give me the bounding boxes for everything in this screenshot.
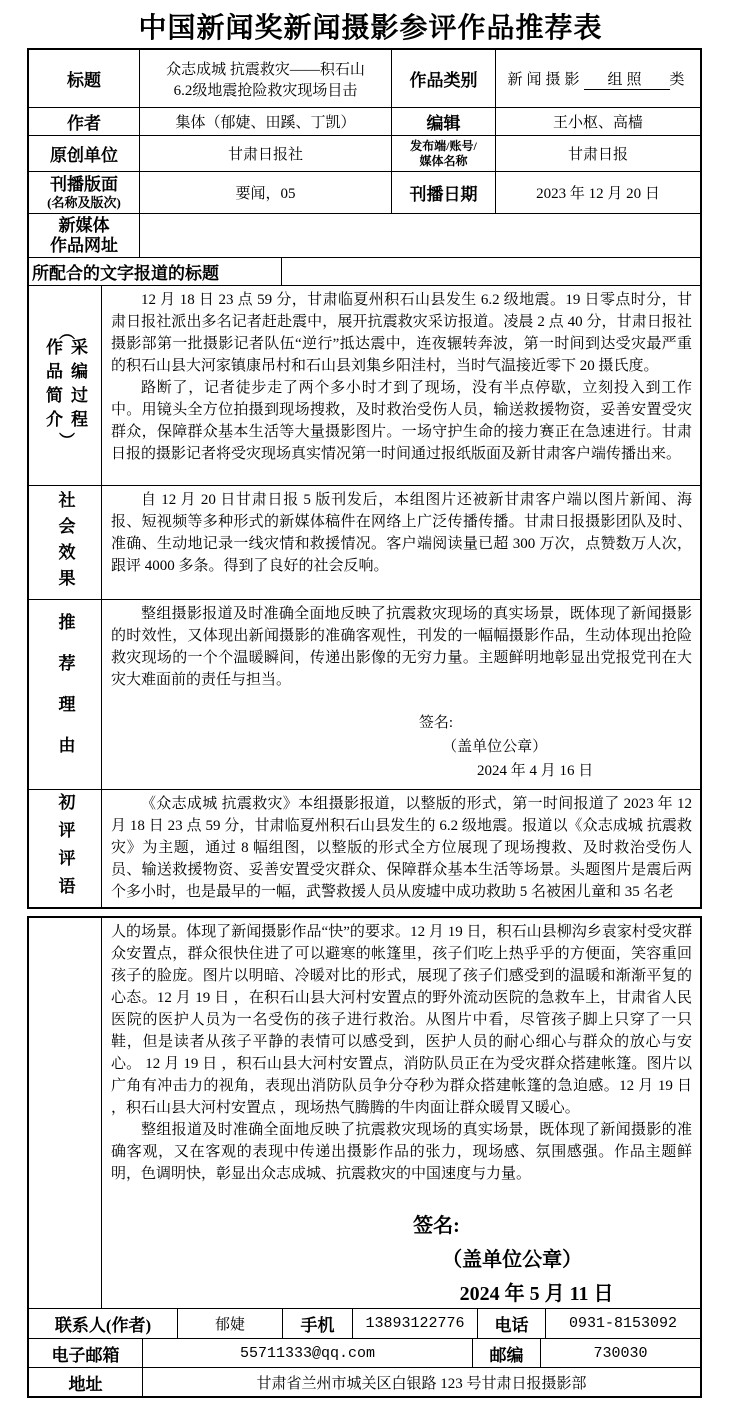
recommend-seal-note: （盖单位公章） [442,739,548,755]
origin-org-value: 甘肃日报社 [139,136,391,171]
category-fill-underline: 组照 [584,68,670,90]
publish-date-value: 2023 年 12 月 20 日 [495,172,700,213]
row-publish-page [29,171,700,213]
mobile-label: 手机 [282,1309,352,1338]
form-table-continuation [27,916,702,1398]
review-seal-note: （盖单位公章） [442,1249,583,1271]
work-title-line1: 众志成城 抗震救灾——积石山 [166,61,365,78]
row-email [29,1338,700,1367]
contact-person-value: 郁婕 [177,1309,282,1338]
contact-person-label: 联系人(作者) [54,1316,152,1335]
publish-page-label-line2: (名称及版次) [47,194,121,210]
text-report-title-value [281,258,700,285]
work-intro-paragraph-2: 路断了，记者徒步走了两个多小时才到了现场，没有半点停歇，立刻投入到工作中。用镜头全方位拍摄到现场搜救，及时救治受伤人员，输送救援物资，妥善安置受灾群众，保障群众基本生活等大量摄影图片。一场守护生命的接力赛正在急速进行。甘肃日报的摄影记者将受灾现场真实情况第一时间通过报纸版面及新甘肃客户端传播出来。 [111,380,692,462]
origin-org-label: 原创单位 [50,146,118,165]
email-label: 电子邮箱 [51,1345,120,1365]
review-signature-block [111,1209,692,1308]
work-intro-section-label [29,286,101,485]
text-report-title-label: 所配合的文字报道的标题 [32,264,219,283]
category-label: 作品类别 [391,50,495,107]
row-review-continuation [29,918,700,1308]
publish-date-label: 刊播日期 [391,172,495,213]
review-continuation-paragraph-1: 人的场景。体现了新闻摄影作品“快”的要求。12 月 19 日，积石山县柳沟乡袁家村受灾群众安置点，群众很快住进了可以避寒的帐篷里，孩子们吃上热乎乎的方便面，笑容重回孩子的脸庞。图片以明暗、冷暖对比的形式，展现了孩子们感受到的温暖和渐渐平复的心态。12 月 19 日 ，在积石山县大河村安置点的野外流动医院的急救车上，甘肃省人民医院的医护人员为一名受伤的孩子进行救治。从图片中看，尽管孩子脚上只穿了一只鞋，但是读者从孩子平静的表情可以感受到，医护人员的耐心细心与群众的放心与安心。 12 月 19 日 ，积石山县大河村安置点，消防队员正在为受灾群众搭建帐篷。图片以广角有冲击力的视角，表现出消防队员争分夺秒为群众搭建帐篷的急迫感。12 月 19 日 ，积石山县大河村安置点 ，现场热气腾腾的牛肉面让群众暖胃又暖心。 [111,924,692,1116]
row-address [29,1367,700,1396]
recommend-reason-paragraph: 整组摄影报道及时准确全面地反映了抗震救灾现场的真实场景，既体现了新闻摄影的时效性，又体现出新闻摄影的准确客观性，刊发的一幅幅摄影作品，生动体现出抢险救灾现场的一个个温暖瞬间，传递出影像的无穷力量。主题鲜明地彰显出党报党刊在大灾大难面前的责任与担当。 [111,606,692,688]
recommend-reason-text [101,600,700,789]
row-work-intro [29,285,700,485]
work-intro-text [101,286,700,485]
work-intro-paragraph-1: 12 月 18 日 23 点 59 分，甘肃临夏州积石山县发生 6.2 级地震。19 日零点时分，甘肃日报社派出多名记者赶赴震中，展开抗震救灾采访报道。凌晨 2 点 40 分，甘肃日报社摄影部第一批摄影记者队伍“逆行”抵达震中，连夜辗转奔波，第一时间到达受灾最严重的积石山县大河家镇康吊村和石山县刘集乡阳洼村，当时气温接近零下 20 摄氏度。 [111,292,692,374]
row-social-effect [29,485,700,599]
newmedia-url-label [29,214,139,257]
publish-page-label [29,172,139,213]
intro-label-col-caibianguocheng: 采编过程 [68,337,87,434]
mobile-value: 13893122776 [352,1309,477,1338]
platform-label [391,136,495,171]
social-effect-section-label: 社会效果 [55,490,75,595]
social-effect-paragraph: 自 12 月 20 日甘肃日报 5 版刊发后，本组图片还被新甘肃客户端以图片新闻、海报、短视频等多种形式的新媒体稿件在网络上广泛传播传播。甘肃日报摄影团队及时、准确、生动地记录一线灾情和救援情况。客户端阅读量已超 300 万次，点赞数万人次，跟评 4000 多条。得到了良好的社会反响。 [111,492,692,574]
newmedia-url-value [139,214,700,257]
editor-label: 编辑 [391,108,495,135]
category-suffix: 类 [669,71,689,88]
preliminary-review-text [101,790,700,907]
page-title: 中国新闻奖新闻摄影参评作品推荐表 [138,13,603,44]
phone-value: 0931-8153092 [545,1309,700,1338]
newmedia-label-line1: 新媒体 [58,215,110,235]
row-work-title [29,50,700,107]
publish-page-label-line1: 刊播版面 [50,174,118,194]
work-title-value [139,50,391,107]
zip-value: 730030 [540,1339,700,1367]
recommend-signature-label: 签名: [418,715,454,731]
row-contact [29,1308,700,1338]
platform-label-line2: 媒体名称 [419,153,468,168]
row-recommend-reason [29,599,700,789]
review-signature-label: 签名: [413,1215,460,1237]
category-prefix: 新闻摄影 [507,71,584,88]
form-table-main [27,48,702,909]
publish-page-value: 要闻，05 [139,172,391,213]
review-continuation-paragraph-2: 整组报道及时准确全面地反映了抗震救灾现场的真实场景，既体现了新闻摄影的准确客观，又在客观的表现中传递出摄影作品的张力，现场感、氛围感强。作品主题鲜明，色调明快，彰显出众志成城、抗震救灾的中国速度与力量。 [111,1122,692,1182]
review-signature-date: 2024 年 5 月 11 日 [459,1283,614,1305]
recommend-reason-section-label: 推荐理由 [55,612,75,777]
newmedia-label-line2: 作品网址 [50,235,118,255]
address-label: 地址 [68,1374,103,1394]
work-title-line2: 6.2级地震抢险救灾现场目击 [173,82,358,99]
address-value: 甘肃省兰州市城关区白银路 123 号甘肃日报摄影部 [142,1368,700,1396]
email-value: 55711333@qq.com [142,1339,472,1367]
author-value: 集体（郁婕、田蹊、丁凯） [139,108,391,135]
work-title-label: 标题 [67,71,101,90]
recommend-signature-block [111,711,692,783]
social-effect-text [101,486,700,599]
review-continuation-empty-label [29,918,101,1308]
preliminary-review-paragraph: 《众志成城 抗震救灾》本组摄影报道，以整版的形式，第一时间报道了 2023 年 12 月 18 日 23 点 59 分，甘肃临夏州积石山县发生的 6.2 级地震。报道以《众志成城 抗震救灾》为主题，通过 8 幅组图，以整版的形式全方位展现了现场搜救、及时救治受伤人员、输送救援物资、妥善安置受灾群众、保障群众基本生活等场景。头题图片是震后两个多小时，也是最早的一幅，武警救援人员从废墟中成功救助 5 名被困儿童和 35 名老 [111,796,692,900]
intro-label-paren-close: ） [56,431,74,448]
recommend-signature-date: 2024 年 4 月 16 日 [477,763,594,779]
row-text-report-title [29,257,700,285]
preliminary-review-section-label: 初评评语 [55,792,75,905]
zip-label: 邮编 [472,1339,540,1367]
review-continuation-text [101,918,700,1308]
editor-value: 王小枢、高樯 [495,108,700,135]
platform-value: 甘肃日报 [495,136,700,171]
platform-label-line1: 发布端/账号/ [410,138,477,153]
row-preliminary-review [29,789,700,907]
category-value [495,50,700,107]
author-label: 作者 [67,114,101,133]
intro-label-col-zuopinjianjie: 作品简介 [43,337,62,434]
row-origin-org [29,135,700,171]
intro-label-paren-open: （ [56,323,74,340]
row-newmedia-url [29,213,700,257]
row-author [29,107,700,135]
phone-label: 电话 [477,1309,545,1338]
